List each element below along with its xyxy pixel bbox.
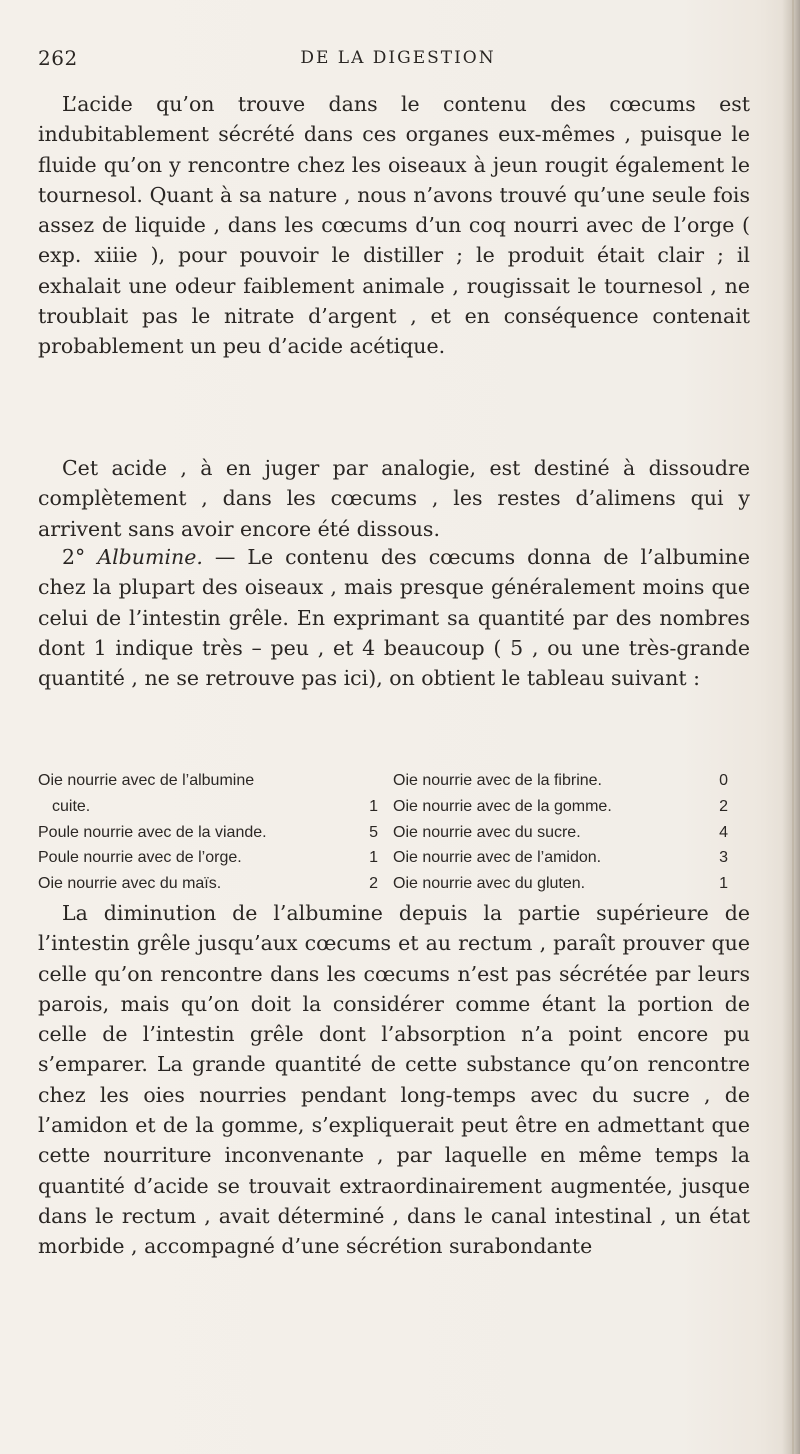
paragraph-albumine-text — [38, 542, 750, 693]
row-value: 3 — [719, 849, 728, 867]
row-value: 2 — [719, 797, 728, 815]
paragraph-acid-purpose — [38, 453, 750, 544]
row-label: Oie nourrie avec de la gomme. — [393, 797, 612, 815]
table-column-right — [393, 768, 728, 897]
paragraph-acid — [38, 89, 750, 362]
page-edge-line — [792, 0, 794, 1454]
table-row — [38, 768, 378, 794]
row-label: Oie nourrie avec du gluten. — [393, 875, 586, 893]
row-label: Poule nourrie avec de l’orge. — [38, 849, 242, 867]
row-label: Oie nourrie avec de l’albumine — [38, 772, 255, 789]
table-row — [38, 794, 378, 820]
page-edge-shadow — [782, 0, 800, 1454]
running-title: DE LA DIGESTION — [300, 48, 496, 68]
row-label: Oie nourrie avec de la fibrine. — [393, 772, 602, 789]
row-label: Poule nourrie avec de la viande. — [38, 823, 267, 841]
row-value: 2 — [369, 875, 378, 893]
row-value: 0 — [719, 772, 728, 789]
page-number: 262 — [38, 46, 78, 70]
table-row — [38, 845, 378, 871]
paragraph-acid-purpose-text: Cet acide , à en juger par analogie, est destiné à dissoudre complètement , dans les cœcums , les restes d’alimens qui y arrivent sans avoir encore été dissous. — [38, 456, 750, 541]
row-label: Oie nourrie avec du maïs. — [38, 875, 222, 893]
row-label: Oie nourrie avec de l’amidon. — [393, 849, 602, 867]
section-title: Albumine. — [97, 545, 203, 569]
page-header — [38, 44, 758, 74]
row-label: Oie nourrie avec du sucre. — [393, 823, 581, 841]
table-row — [38, 871, 378, 897]
table-row — [393, 871, 728, 897]
table-row — [393, 768, 728, 794]
row-value: 1 — [369, 849, 378, 867]
paragraph-albumine-discussion-text: La diminution de l’albumine depuis la partie supérieure de l’intestin grêle jusqu’aux cœcums et au rectum , paraît prouver que celle qu’on rencontre dans les cœcums n’est pas sécrétée par leurs parois, mais qu’on doit la considérer comme étant la portion de celle de l’intestin grêle dont l’absorption n’a point encore pu s’emparer. La grande quantité de cette substance qu’on rencontre chez les oies nourries pendant long-temps avec du sucre , de l’amidon et de la gomme, s’expliquerait peut être en admettant que cette nourriture inconvenante , par laquelle en même temps la quantité d’acide se trouvait extraordinairement augmentée, jusque dans le rectum , avait déterminé , dans le canal intestinal , un état morbide , accompagné d’une sécrétion surabondante — [38, 901, 750, 1259]
row-value: 4 — [719, 823, 728, 841]
paragraph-acid-text: L’acide qu’on trouve dans le contenu des cœcums est indubitablement sécrété dans ces organes eux-mêmes , puisque le fluide qu’on y rencontre chez les oiseaux à jeun rougit également le tournesol. Quant à sa nature , nous n’avons trouvé qu’une seule fois assez de liquide , dans les cœcums d’un coq nourri avec de l’orge ( exp. xiiie ), pour pouvoir le distiller ; le produit était clair ; il exhalait une odeur faiblement animale , rougissait le tournesol , ne troublait pas le nitrate d’argent , et en conséquence contenait probablement un peu d’acide acétique. — [38, 92, 750, 359]
section-number: 2° — [62, 545, 86, 569]
row-label: cuite. — [52, 797, 91, 815]
row-value: 5 — [369, 823, 378, 841]
table-row — [393, 845, 728, 871]
section-body: — Le contenu des cœcums donna de l’albumine chez la plupart des oiseaux , mais presque généralement moins que celui de l’intestin grêle. En exprimant sa quantité par des nombres dont 1 indique très – peu , et 4 beaucoup ( 5 , ou une très-grande quantité , ne se retrouve pas ici), on obtient le tableau suivant : — [38, 545, 750, 691]
row-value: 1 — [719, 875, 728, 893]
table-row — [393, 820, 728, 846]
table-row — [393, 794, 728, 820]
paragraph-albumine — [38, 542, 750, 693]
table-row — [38, 820, 378, 846]
row-value: 1 — [369, 797, 378, 815]
paragraph-albumine-discussion — [38, 898, 750, 1262]
table-column-left — [38, 768, 378, 897]
